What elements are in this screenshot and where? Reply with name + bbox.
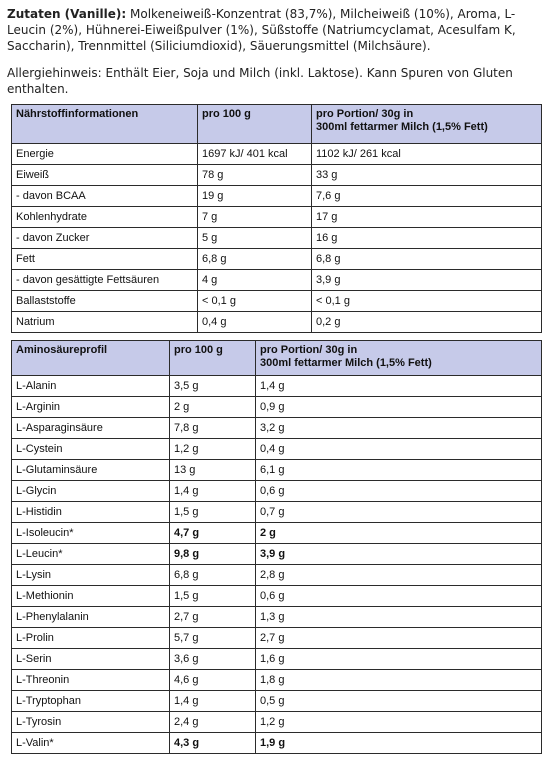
cell-name: L-Prolin xyxy=(12,628,170,649)
cell-per100: 6,8 g xyxy=(198,249,312,270)
cell-per100: 78 g xyxy=(198,165,312,186)
cell-name: L-Asparaginsäure xyxy=(12,418,170,439)
cell-per100: 13 g xyxy=(170,460,256,481)
cell-per100: 9,8 g xyxy=(170,544,256,565)
nutrition-table xyxy=(11,104,542,333)
cell-portion: 1,6 g xyxy=(256,649,542,670)
allergy-notice: Allergiehinweis: Enthält Eier, Soja und Milch (inkl. Laktose). Kann Spuren von Gluten enthalten. xyxy=(7,66,513,96)
table-row xyxy=(12,207,542,228)
cell-per100: 3,5 g xyxy=(170,376,256,397)
amino-header-per100: pro 100 g xyxy=(170,341,256,376)
table-row xyxy=(12,186,542,207)
cell-name: - davon gesättigte Fettsäuren xyxy=(12,270,198,291)
cell-per100: 4,3 g xyxy=(170,733,256,754)
cell-portion: 1,2 g xyxy=(256,712,542,733)
cell-per100: < 0,1 g xyxy=(198,291,312,312)
cell-name: L-Threonin xyxy=(12,670,170,691)
table-row xyxy=(12,607,542,628)
cell-portion: 2,7 g xyxy=(256,628,542,649)
amino-header-portion-line2: 300ml fettarmer Milch (1,5% Fett) xyxy=(260,357,432,369)
cell-per100: 1,4 g xyxy=(170,481,256,502)
cell-per100: 19 g xyxy=(198,186,312,207)
amino-header-name: Aminosäureprofil xyxy=(12,341,170,376)
table-row xyxy=(12,523,542,544)
cell-portion: 0,6 g xyxy=(256,586,542,607)
cell-portion: 2,8 g xyxy=(256,565,542,586)
table-row xyxy=(12,565,542,586)
cell-name: L-Histidin xyxy=(12,502,170,523)
cell-portion: 3,9 g xyxy=(312,270,542,291)
cell-per100: 2 g xyxy=(170,397,256,418)
cell-portion: 3,2 g xyxy=(256,418,542,439)
table-row xyxy=(12,670,542,691)
table-row xyxy=(12,312,542,333)
table-row xyxy=(12,712,542,733)
cell-per100: 1,5 g xyxy=(170,502,256,523)
cell-name: L-Alanin xyxy=(12,376,170,397)
cell-portion: 1,4 g xyxy=(256,376,542,397)
cell-portion: 16 g xyxy=(312,228,542,249)
ingredients-text xyxy=(7,6,543,54)
cell-name: Energie xyxy=(12,144,198,165)
table-row xyxy=(12,649,542,670)
table-row xyxy=(12,586,542,607)
cell-portion: 1,9 g xyxy=(256,733,542,754)
table-row xyxy=(12,376,542,397)
cell-name: L-Cystein xyxy=(12,439,170,460)
cell-per100: 1,5 g xyxy=(170,586,256,607)
cell-portion: 6,8 g xyxy=(312,249,542,270)
table-row xyxy=(12,439,542,460)
cell-name: L-Tryptophan xyxy=(12,691,170,712)
cell-portion: 0,7 g xyxy=(256,502,542,523)
ingredients-list: Molkeneiweiß-Konzentrat (83,7%), Milcheiweiß (10%), Aroma, L-Leucin (2%), Hühnerei-Eiweißpulver (1%), Süßstoffe (Natriumcyclamat, Acesulfam K, Saccharin), Trennmittel (Siliciumdioxid), Säuerungsmittel (Milchsäure). xyxy=(7,7,516,53)
cell-name: L-Valin* xyxy=(12,733,170,754)
cell-portion: 0,6 g xyxy=(256,481,542,502)
table-row xyxy=(12,418,542,439)
cell-per100: 2,4 g xyxy=(170,712,256,733)
nutrition-header-name: Nährstoffinformationen xyxy=(12,105,198,144)
cell-name: L-Methionin xyxy=(12,586,170,607)
table-row xyxy=(12,249,542,270)
amino-header-portion-line1: pro Portion/ 30g in xyxy=(260,344,358,356)
table-row xyxy=(12,165,542,186)
cell-portion: 0,5 g xyxy=(256,691,542,712)
nutrition-header-portion-line1: pro Portion/ 30g in xyxy=(316,108,414,120)
cell-per100: 1,2 g xyxy=(170,439,256,460)
cell-name: Ballaststoffe xyxy=(12,291,198,312)
cell-per100: 1697 kJ/ 401 kcal xyxy=(198,144,312,165)
table-row xyxy=(12,228,542,249)
cell-per100: 4,6 g xyxy=(170,670,256,691)
cell-name: L-Isoleucin* xyxy=(12,523,170,544)
table-row xyxy=(12,733,542,754)
table-row xyxy=(12,481,542,502)
cell-name: L-Phenylalanin xyxy=(12,607,170,628)
nutrition-header-portion xyxy=(312,105,542,144)
cell-per100: 7 g xyxy=(198,207,312,228)
cell-per100: 4,7 g xyxy=(170,523,256,544)
cell-name: - davon Zucker xyxy=(12,228,198,249)
cell-name: - davon BCAA xyxy=(12,186,198,207)
table-row xyxy=(12,460,542,481)
amino-acid-table xyxy=(11,340,542,754)
cell-per100: 3,6 g xyxy=(170,649,256,670)
cell-per100: 1,4 g xyxy=(170,691,256,712)
cell-name: L-Glycin xyxy=(12,481,170,502)
table-row xyxy=(12,628,542,649)
cell-portion: 33 g xyxy=(312,165,542,186)
cell-name: L-Glutaminsäure xyxy=(12,460,170,481)
cell-name: L-Tyrosin xyxy=(12,712,170,733)
cell-name: Natrium xyxy=(12,312,198,333)
cell-name: Kohlenhydrate xyxy=(12,207,198,228)
cell-name: L-Serin xyxy=(12,649,170,670)
cell-portion: 0,4 g xyxy=(256,439,542,460)
cell-per100: 6,8 g xyxy=(170,565,256,586)
cell-portion: 2 g xyxy=(256,523,542,544)
cell-portion: 0,2 g xyxy=(312,312,542,333)
table-row xyxy=(12,691,542,712)
table-row xyxy=(12,144,542,165)
ingredients-heading: Zutaten (Vanille): xyxy=(7,7,127,21)
cell-name: Eiweiß xyxy=(12,165,198,186)
cell-per100: 0,4 g xyxy=(198,312,312,333)
cell-portion: 17 g xyxy=(312,207,542,228)
cell-per100: 7,8 g xyxy=(170,418,256,439)
nutrition-header-per100: pro 100 g xyxy=(198,105,312,144)
amino-header-row xyxy=(12,341,542,376)
cell-portion: 1102 kJ/ 261 kcal xyxy=(312,144,542,165)
cell-portion: 7,6 g xyxy=(312,186,542,207)
cell-portion: 3,9 g xyxy=(256,544,542,565)
cell-per100: 4 g xyxy=(198,270,312,291)
cell-name: L-Arginin xyxy=(12,397,170,418)
nutrition-header-portion-line2: 300ml fettarmer Milch (1,5% Fett) xyxy=(316,121,488,133)
table-row xyxy=(12,397,542,418)
cell-per100: 5,7 g xyxy=(170,628,256,649)
table-row xyxy=(12,291,542,312)
cell-name: L-Lysin xyxy=(12,565,170,586)
cell-name: Fett xyxy=(12,249,198,270)
table-row xyxy=(12,270,542,291)
cell-portion: 1,3 g xyxy=(256,607,542,628)
table-row xyxy=(12,544,542,565)
cell-per100: 2,7 g xyxy=(170,607,256,628)
cell-portion: 1,8 g xyxy=(256,670,542,691)
cell-portion: 0,9 g xyxy=(256,397,542,418)
cell-portion: 6,1 g xyxy=(256,460,542,481)
table-row xyxy=(12,502,542,523)
cell-portion: < 0,1 g xyxy=(312,291,542,312)
nutrition-header-row xyxy=(12,105,542,144)
amino-header-portion xyxy=(256,341,542,376)
cell-per100: 5 g xyxy=(198,228,312,249)
cell-name: L-Leucin* xyxy=(12,544,170,565)
